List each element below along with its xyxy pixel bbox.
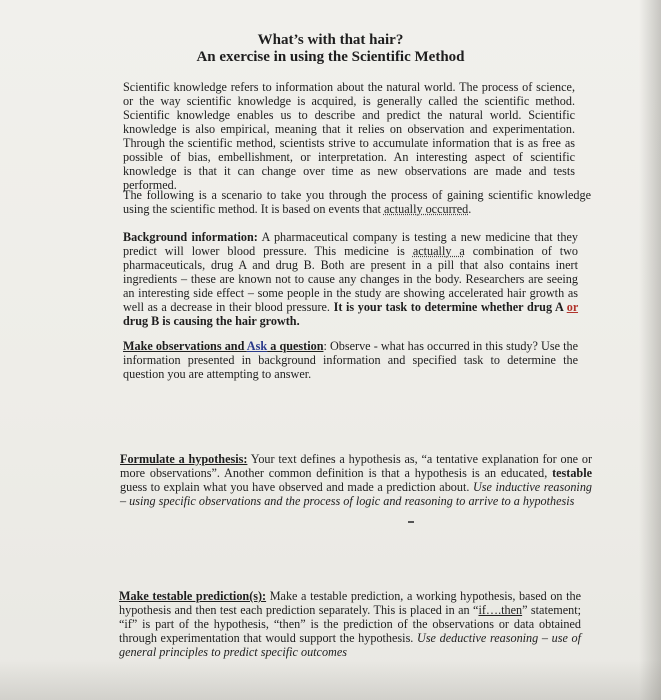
scenario-end: . <box>468 202 472 216</box>
page-subtitle: An exercise in using the Scientific Method <box>196 49 465 65</box>
prediction-heading: Make testable prediction(s): <box>119 589 267 603</box>
background-paragraph <box>123 230 578 328</box>
prediction-italic: Use deductive reasoning – use of general principles to predict specific outcomes <box>119 631 582 659</box>
observe-paragraph <box>123 339 578 381</box>
observe-heading-ask: Ask <box>246 339 268 353</box>
page-edge-shadow <box>639 0 661 700</box>
scenario-paragraph <box>123 188 591 216</box>
scenario-emphasis: actually occurred <box>383 202 469 216</box>
background-task-1: It is your task to determine whether drug A <box>333 300 567 314</box>
hypothesis-testable: testable <box>552 466 592 480</box>
prediction-text-2: ” statement; “if” is part of the hypothesis, “then” is the prediction of the observations or data obtained through experimentation that would support the hypothesis. <box>119 603 582 645</box>
observe-heading-1: Make observations and <box>123 339 247 353</box>
observe-text: : Observe - what has occurred in this study? Use the information presented in background information and specified task to determine the question you are attempting to answer. <box>123 339 578 381</box>
hypothesis-text-2: guess to explain what you have observed and made a prediction about. <box>120 480 473 494</box>
hypothesis-paragraph <box>120 452 592 508</box>
observe-heading-2: a question <box>267 339 324 353</box>
background-task-or: or <box>566 300 579 314</box>
prediction-text-1: Make a testable prediction, a working hypothesis, based on the hypothesis and then test each prediction separately. This is placed in an “ <box>119 589 581 617</box>
background-task-2: drug B is causing the hair growth. <box>123 314 300 328</box>
background-text-1: A pharmaceutical company is testing a new medicine that they predict will lower blood pressure. This medicine is <box>123 230 578 258</box>
background-heading: Background information: <box>123 230 258 244</box>
page-bottom-shadow <box>0 660 661 700</box>
prediction-paragraph <box>119 589 581 659</box>
background-emphasis: actually a <box>412 244 465 258</box>
prediction-ifthen: if….then <box>478 603 523 617</box>
hypothesis-heading: Formulate a hypothesis: <box>120 452 248 466</box>
intro-paragraph: Scientific knowledge refers to information about the natural world. The process of science, or the way scientific knowledge is acquired, is generally called the scientific method. Scientific knowledge enables us to describe and predict the natural world. Scientific knowledge is also empirical, meaning that it relies on observation and experimentation. Through the scientific method, scientists strive to accumulate information that is as free as possible of bias, embellishment, or interpretation. An interesting aspect of scientific knowledge is that it can change over time as new observations are made and tests performed. <box>123 80 575 192</box>
page-title: What’s with that hair? <box>257 32 404 48</box>
hypothesis-italic: Use inductive reasoning – using specific observations and the process of logic and reasoning to arrive to a hypothesis <box>120 480 593 508</box>
hypothesis-text-1: Your text defines a hypothesis as, “a tentative explanation for one or more observations”. Another common definition is that a hypothesis is an educated, <box>120 452 593 480</box>
scenario-text: The following is a scenario to take you through the process of gaining scientific knowledge using the scientific method. It is based on events that <box>123 188 591 216</box>
pen-mark <box>408 521 414 523</box>
background-text-2: combination of two pharmaceuticals, drug A and drug B. Both are present in a pill that also contains inert ingredients – these are known not to cause any changes in the body. Researchers are seeing an interesting side effect – some people in the study are showing accelerated hair growth as well as a decrease in their blood pressure. <box>123 244 578 314</box>
